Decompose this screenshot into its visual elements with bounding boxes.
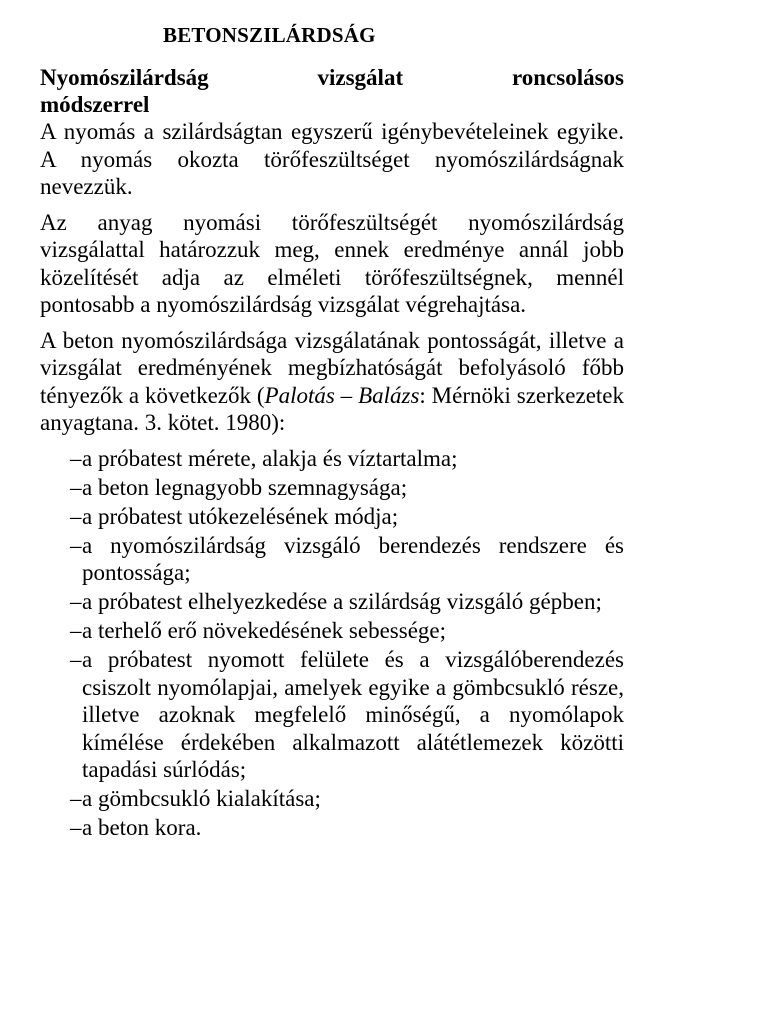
- list-item-text: a beton kora.: [82, 815, 202, 840]
- factors-intro-text: A beton nyomószilárdsága vizsgálatának pontosságát, illetve a vizsgálat eredményének megbízhatóságát befolyásoló főbb tényezők a következők (: [40, 327, 624, 408]
- document-title: BETONSZILÁRDSÁG: [163, 23, 376, 47]
- factors-list: [40, 445, 624, 842]
- paragraph-test-method: Az anyag nyomási törőfeszültségét nyomószilárdság vizsgálattal határozzuk meg, ennek eredménye annál jobb közelítését adja az elméleti törőfeszültségnek, mennél pontosabb a nyomószilárdság vizsgálat végrehajtása.: [40, 209, 624, 317]
- list-item: [40, 785, 624, 813]
- list-dash: –: [70, 474, 82, 500]
- reference-author-2: Balázs: [358, 382, 420, 408]
- list-item-text: a terhelő erő növekedésének sebessége;: [82, 618, 447, 643]
- list-item-text: a próbatest elhelyezkedése a szilárdság vizsgáló gépben;: [82, 589, 602, 614]
- list-item-text: a beton legnagyobb szemnagysága;: [82, 474, 408, 500]
- list-item: [40, 445, 624, 473]
- list-item: [40, 814, 624, 842]
- list-item-text: a gömbcsukló kialakítása;: [82, 786, 321, 811]
- list-dash: –: [70, 445, 82, 471]
- list-dash: –: [70, 503, 82, 529]
- list-item: [40, 588, 624, 616]
- list-dash: –: [70, 647, 82, 672]
- list-dash: –: [70, 589, 82, 614]
- reference-title: : Mérnöki szerkezetek anyagtana. 3. kötet. 1980):: [40, 382, 625, 435]
- section-heading-line2: módszerrel: [40, 92, 150, 117]
- paragraph-factors-intro: [40, 327, 624, 437]
- list-item: [40, 503, 624, 531]
- list-dash: –: [70, 815, 82, 840]
- list-item-text: a próbatest mérete, alakja és víztartalma;: [82, 445, 458, 471]
- list-item: [40, 646, 624, 784]
- list-item: [40, 617, 624, 645]
- list-item-text: a próbatest utókezelésének módja;: [82, 503, 399, 529]
- paragraph-definition: A nyomás a szilárdságtan egyszerű igénybevételeinek egyike. A nyomás okozta törőfeszültséget nyomószilárdságnak nevezzük.: [40, 119, 624, 199]
- section-heading-line1: Nyomószilárdság vizsgálat roncsolásos: [40, 65, 624, 90]
- list-item-text: a nyomószilárdság vizsgáló berendezés rendszere és pontossága;: [82, 532, 624, 585]
- list-item: [40, 474, 624, 502]
- document-page: [40, 20, 624, 843]
- list-item-text: a próbatest nyomott felülete és a vizsgálóberendezés csiszolt nyomólapjai, amelyek egyike a gömbcsukló része, illetve azoknak megfelelő minőségű, a nyomólapok kímélése érdekében alkalmazott alátétlemezek közötti tapadási súrlódás;: [82, 647, 624, 782]
- section-heading: [40, 64, 624, 118]
- reference-dash: –: [334, 382, 359, 408]
- list-dash: –: [70, 618, 82, 643]
- list-dash: –: [70, 786, 82, 811]
- list-item: [40, 532, 624, 587]
- reference-author-1: Palotás: [264, 382, 335, 408]
- list-dash: –: [70, 532, 82, 558]
